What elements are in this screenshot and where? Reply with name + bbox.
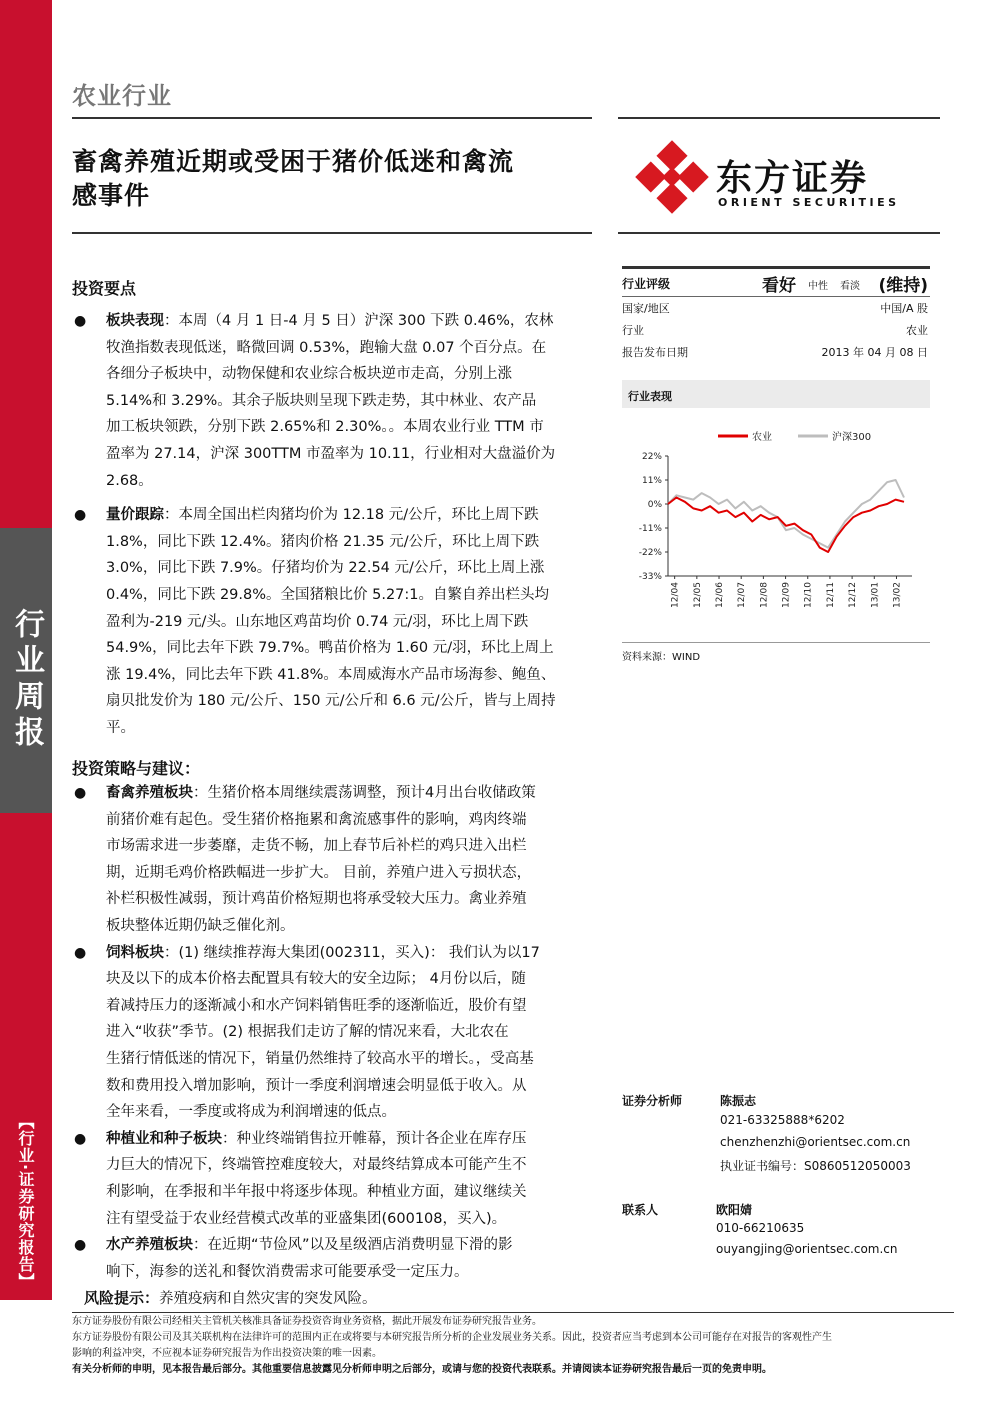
text-line: ：本周全国出栏肉猪均价为 12.18 元/公斤，环比上周下跌 bbox=[164, 507, 539, 524]
footer-line: 东方证券股份有限公司及其关联机构在法律许可的范围内正在或将要与本研究报告所分析的企业发展业务关系。因此，投资者应当考虑到本公司可能存在对报告的客观性产生 bbox=[72, 1332, 832, 1343]
contact-role: 联系人 bbox=[622, 1203, 659, 1217]
text-line: 平。 bbox=[106, 719, 135, 736]
bullet-icon: ● bbox=[74, 507, 87, 524]
key-point-sector bbox=[72, 308, 602, 494]
text-line: 各细分子板块中，动物保健和农业综合板块逆市走高，分别上涨 bbox=[106, 366, 512, 383]
text-line: 1.8%，同比下跌 12.4%。猪肉价格 21.35 元/公斤，环比上周下跌 bbox=[106, 533, 540, 550]
x-tick-label: 12/09 bbox=[781, 582, 792, 608]
footer-disclaimer bbox=[72, 1314, 972, 1378]
risk-note bbox=[72, 1285, 602, 1313]
text-line: ：在近期“节俭风”以及星级酒店消费明显下滑的影 bbox=[193, 1237, 513, 1254]
series-line-沪深300 bbox=[668, 480, 904, 548]
key-point-label: 量价跟踪 bbox=[106, 507, 164, 524]
x-tick-label: 12/08 bbox=[759, 582, 770, 608]
rating-row bbox=[622, 270, 928, 296]
analyst-role: 证券分析师 bbox=[622, 1094, 683, 1108]
text-line: 响下，海参的送礼和餐饮消费需求可能要承受一定压力。 bbox=[106, 1263, 469, 1280]
text-line: 数和费用投入增加影响，预计一季度利润增速会明显低于收入。从 bbox=[106, 1077, 527, 1094]
sidebar-red-bottom bbox=[0, 813, 52, 1300]
text-line: 生猪行情低迷的情况下，销量仍然维持了较高水平的增长。，受高基 bbox=[106, 1050, 534, 1067]
text-line: ：(1) 继续推荐海大集团(002311，买入)： 我们认为以17 bbox=[164, 944, 540, 961]
text-line: 54.9%，同比去年下跌 79.7%。鸭苗价格为 1.60 元/羽，环比上周上 bbox=[106, 640, 554, 657]
chart-rule bbox=[622, 642, 930, 643]
text-line: 盈率为 27.14，沪深 300TTM 市盈率为 10.11，行业相对大盘溢价为 bbox=[106, 445, 556, 462]
x-tick-label: 12/07 bbox=[737, 582, 748, 608]
contact-name: 欧阳婧 bbox=[716, 1203, 753, 1217]
report-category-label: 【行业·证券研究报告】 bbox=[16, 1113, 35, 1291]
text-line: 注有望受益于农业经营模式改革的亚盛集团(600108，买入)。 bbox=[106, 1210, 507, 1227]
x-tick-label: 12/12 bbox=[848, 582, 859, 608]
legend-label: 农业 bbox=[752, 432, 772, 443]
info-label: 国家/地区 bbox=[622, 302, 670, 315]
key-points-list bbox=[72, 308, 602, 742]
strategy-list bbox=[72, 780, 602, 1313]
text-line: ：种业终端销售拉开帷幕，预计各企业在库存压 bbox=[222, 1130, 527, 1147]
sector-label: 农业行业 bbox=[72, 82, 172, 110]
title-rule-left bbox=[72, 232, 592, 234]
info-value: 2013 年 04 月 08 日 bbox=[821, 346, 928, 359]
text-line: 板块整体近期仍缺乏催化剂。 bbox=[106, 917, 295, 934]
info-value: 中国/A 股 bbox=[880, 302, 928, 315]
text-line: ：本周（4 月 1 日-4 月 5 日）沪深 300 下跌 0.46%，农林 bbox=[164, 313, 554, 329]
strategy-label: 饲料板块 bbox=[106, 944, 164, 961]
bullet-icon: ● bbox=[74, 1130, 87, 1147]
x-tick-label: 12/11 bbox=[825, 582, 836, 608]
strategy-aquaculture bbox=[72, 1232, 602, 1285]
key-point-label: 板块表现 bbox=[106, 313, 164, 329]
footer-line: 有关分析师的申明，见本报告最后部分。其他重要信息披露见分析师申明之后部分，或请与您的投资代表联系。并请阅读本证券研究报告最后一页的免责申明。 bbox=[72, 1364, 772, 1375]
x-tick-label: 12/06 bbox=[715, 582, 726, 608]
legend-label: 沪深300 bbox=[832, 432, 872, 443]
y-tick-label: -11% bbox=[638, 524, 662, 534]
header-rule-left bbox=[72, 117, 592, 119]
strategy-label: 畜禽养殖板块 bbox=[106, 785, 193, 801]
text-line: 市场需求进一步萎靡，走货不畅，加上春节后补栏的鸡只进入出栏 bbox=[106, 838, 527, 855]
rating-label: 行业评级 bbox=[622, 277, 671, 291]
text-line: 盈利为-219 元/头。山东地区鸡苗均价 0.74 元/羽，环比上周下跌 bbox=[106, 613, 529, 630]
text-line: 3.0%，同比下跌 7.9%。仔猪均价为 22.54 元/公斤，环比上周上涨 bbox=[106, 560, 545, 577]
risk-text: 养殖疫病和自然灾害的突发风险。 bbox=[159, 1291, 377, 1308]
x-tick-label: 12/04 bbox=[670, 582, 681, 608]
title-rule-right bbox=[618, 232, 940, 234]
text-line: 扇贝批发价为 180 元/公斤、150 元/公斤和 6.6 元/公斤，皆与上周持 bbox=[106, 693, 556, 710]
text-line: 力巨大的情况下，终端管控难度较大，对最终结算成本可能产生不 bbox=[106, 1157, 527, 1174]
strategy-livestock bbox=[72, 780, 602, 940]
x-tick-label: 12/10 bbox=[803, 582, 814, 608]
info-label: 报告发布日期 bbox=[622, 346, 688, 359]
chart-source: 资料来源：WIND bbox=[622, 652, 701, 663]
analyst-license: 执业证书编号：S0860512050003 bbox=[720, 1159, 911, 1173]
analyst-email[interactable]: chenzhenzhi@orientsec.com.cn bbox=[720, 1135, 911, 1149]
y-tick-label: 11% bbox=[641, 476, 662, 486]
text-line: 全年来看，一季度或将成为利润增速的低点。 bbox=[106, 1104, 396, 1121]
contact-email[interactable]: ouyangjing@orientsec.com.cn bbox=[716, 1242, 898, 1256]
y-tick-label: -22% bbox=[638, 548, 662, 558]
analyst-name: 陈振志 bbox=[720, 1094, 757, 1108]
industry-performance-chart bbox=[622, 412, 930, 636]
title-line-2: 感事件 bbox=[72, 181, 151, 210]
text-line: 着减持压力的逐渐减小和水产饲料销售旺季的逐渐临近，股价有望 bbox=[106, 997, 527, 1014]
series-line-农业 bbox=[668, 498, 904, 553]
text-line: 5.14%和 3.29%。其余子版块则呈现下跌走势，其中林业、农产品 bbox=[106, 392, 537, 409]
key-point-price bbox=[72, 502, 602, 741]
text-line: 加工板块领跌，分别下跌 2.65%和 2.30%。。本周农业行业 TTM 市 bbox=[106, 419, 544, 436]
bullet-icon: ● bbox=[74, 1237, 87, 1254]
y-tick-label: -33% bbox=[638, 572, 662, 582]
bullet-icon: ● bbox=[74, 944, 87, 961]
text-line: 块及以下的成本价格去配置具有较大的安全边际； 4月份以后，随 bbox=[106, 971, 526, 988]
text-line: 前猪价难有起色。受生猪价格拖累和禽流感事件的影响，鸡肉终端 bbox=[106, 811, 527, 828]
text-line: 补栏积极性减弱，预计鸡苗价格短期也将承受较大压力。禽业养殖 bbox=[106, 891, 527, 908]
text-line: 2.68。 bbox=[106, 472, 153, 489]
title-line-1: 畜禽养殖近期或受困于猪价低迷和禽流 bbox=[72, 147, 515, 176]
strategy-feed bbox=[72, 940, 602, 1126]
chart-panel-title: 行业表现 bbox=[628, 390, 672, 403]
report-title bbox=[72, 145, 602, 213]
orient-logo-icon bbox=[632, 140, 712, 214]
sidebar-gray bbox=[0, 528, 52, 813]
info-label: 行业 bbox=[622, 324, 644, 337]
text-line: 涨 19.4%，同比去年下跌 41.8%。本周威海水产品市场海参、鲍鱼、 bbox=[106, 666, 556, 683]
key-points-heading: 投资要点 bbox=[72, 279, 137, 298]
logo-subtitle: ORIENT SECURITIES bbox=[718, 196, 900, 209]
risk-label: 风险提示： bbox=[84, 1289, 160, 1308]
bullet-icon: ● bbox=[74, 313, 87, 329]
logo-name: 东方证券 bbox=[716, 158, 869, 199]
header-rule-right bbox=[618, 117, 940, 119]
info-row-region bbox=[622, 296, 928, 318]
rating-rule-top bbox=[622, 266, 930, 269]
x-tick-label: 12/05 bbox=[692, 582, 703, 608]
footer-line: 影响的利益冲突，不应视本证券研究报告为作出投资决策的唯一因素。 bbox=[72, 1348, 382, 1359]
contact-phone: 010-66210635 bbox=[716, 1221, 805, 1235]
y-tick-label: 0% bbox=[647, 500, 662, 510]
text-line: 期，近期毛鸡价格跌幅进一步扩大。 目前，养殖户进入亏损状态， bbox=[106, 864, 532, 881]
rating-status: (维持) bbox=[878, 276, 928, 296]
footer-rule bbox=[72, 1312, 954, 1313]
text-line: 0.4%，同比下跌 29.8%。全国猪粮比价 5.27:1。自繁自养出栏头均 bbox=[106, 586, 550, 603]
info-value: 农业 bbox=[906, 324, 928, 337]
info-row-date bbox=[622, 340, 928, 362]
rating-value: 看好 bbox=[762, 276, 796, 296]
x-tick-label: 13/01 bbox=[870, 582, 881, 608]
chart-panel-header bbox=[622, 380, 930, 408]
info-row-industry bbox=[622, 318, 928, 340]
sidebar-red-top bbox=[0, 0, 52, 528]
text-line: 牧渔指数表现低迷，略微回调 0.53%，跑输大盘 0.07 个百分点。在 bbox=[106, 339, 547, 356]
text-line: 利影响，在季报和半年报中将逐步体现。种植业方面，建议继续关 bbox=[106, 1183, 527, 1200]
rating-option-neutral: 中性 bbox=[808, 281, 828, 292]
strategy-planting bbox=[72, 1126, 602, 1232]
strategy-label: 水产养殖板块 bbox=[106, 1237, 193, 1254]
analyst-phone: 021-63325888*6202 bbox=[720, 1113, 845, 1127]
bullet-icon: ● bbox=[74, 785, 87, 801]
x-tick-label: 13/02 bbox=[892, 582, 903, 608]
text-line: 进入“收获”季节。(2) 根据我们走访了解的情况来看，大北农在 bbox=[106, 1024, 509, 1041]
report-type-label: 行业周报 bbox=[9, 608, 44, 752]
strategy-label: 种植业和种子板块 bbox=[106, 1130, 222, 1147]
strategy-heading: 投资策略与建议： bbox=[72, 759, 201, 778]
rating-option-bearish: 看淡 bbox=[840, 281, 860, 292]
footer-line: 东方证券股份有限公司经相关主管机关核准具备证券投资咨询业务资格，据此开展发布证券研究报告业务。 bbox=[72, 1316, 542, 1327]
y-tick-label: 22% bbox=[641, 452, 662, 462]
text-line: ：生猪价格本周继续震荡调整，预计4月出台收储政策 bbox=[193, 785, 536, 801]
